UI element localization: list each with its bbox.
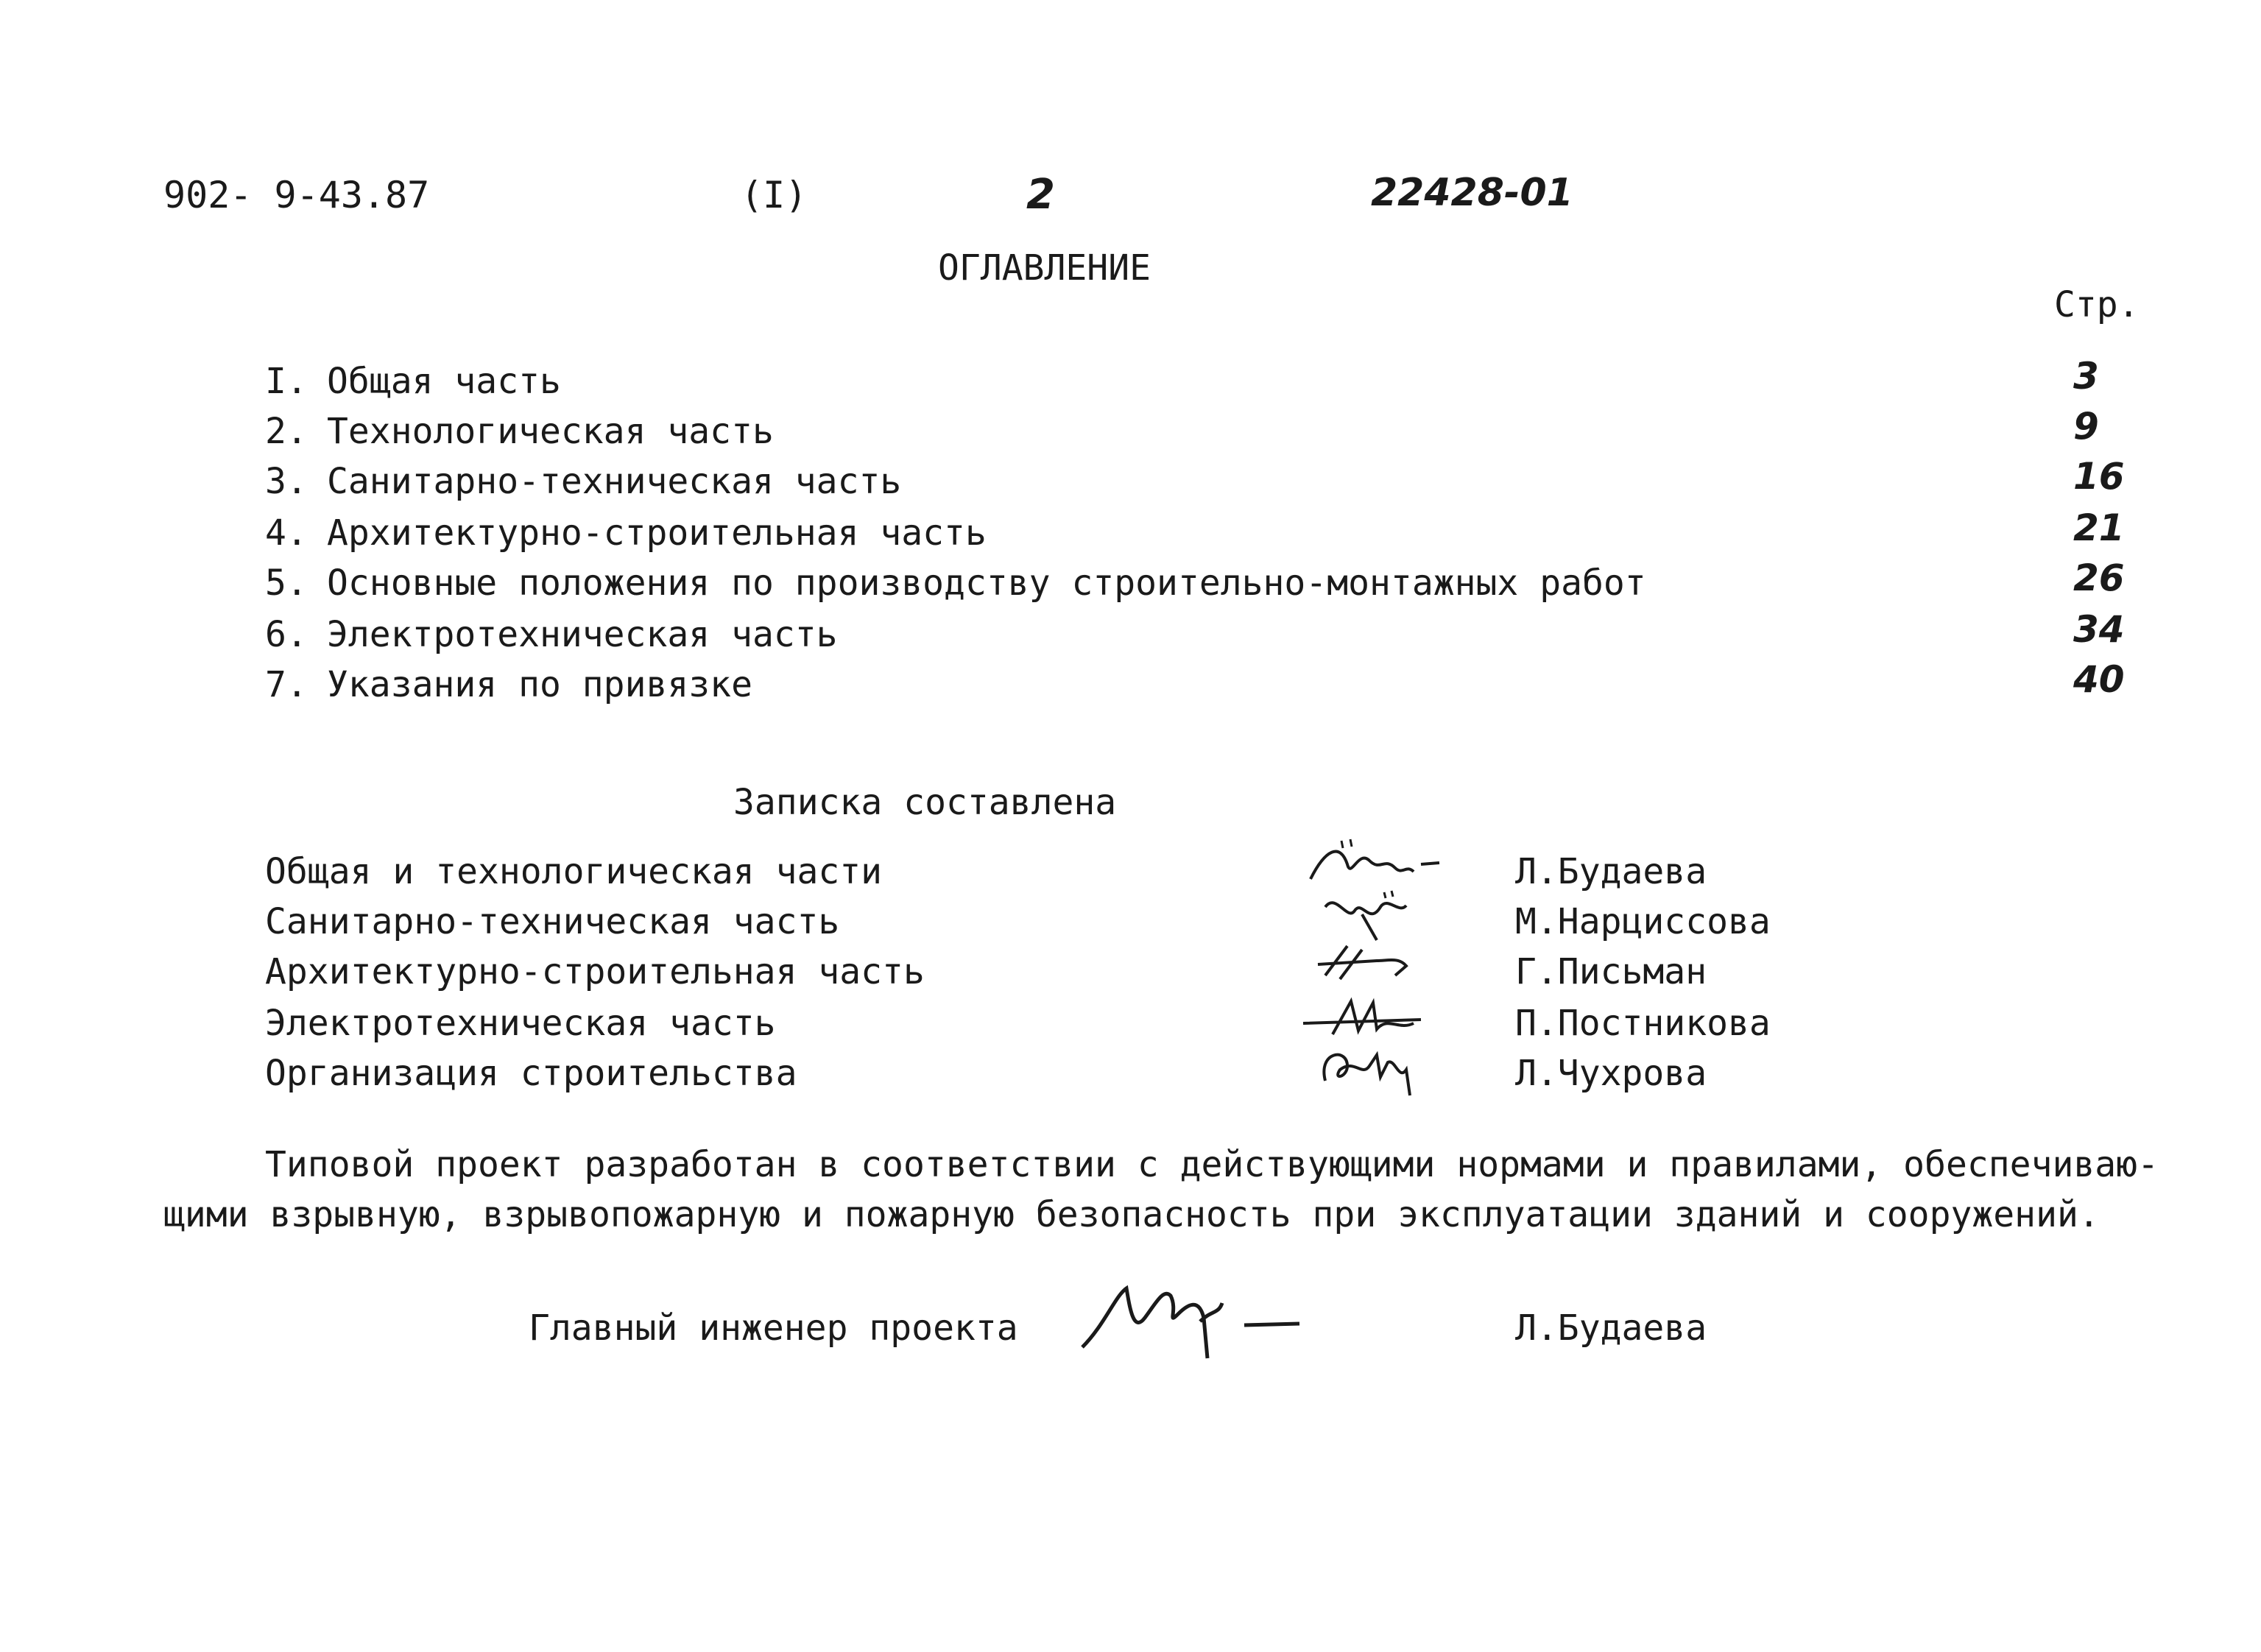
page-column-header: Стр. [2054,284,2140,325]
toc-number: 6. [265,614,308,655]
author-part: Организация строительства [265,1053,797,1094]
author-part: Санитарно-техническая часть [265,901,840,942]
toc-row [265,506,2135,557]
author-row [265,951,1811,998]
toc-page: 3 [2073,355,2099,398]
toc-row [265,557,2135,607]
author-name: Л.Будаева [1515,851,1707,892]
sheet-label: (I) [741,174,808,216]
inventory-number: 22428-01 [1371,171,1573,215]
toc-number: 7. [265,664,308,705]
toc-number: 5. [265,562,308,604]
signature-icon [1296,1037,1443,1103]
toc-page: 40 [2073,658,2125,701]
author-name: Г.Письман [1515,951,1707,992]
toc-title: Общая часть [327,361,561,402]
page-title: ОГЛАВЛЕНИЕ [938,247,1151,289]
author-row [265,1053,1811,1100]
toc-row [265,608,2135,658]
statement-line: щими взрывную, взрывопожарную и пожарную безопасность при эксплуатации зданий и сооружений. [163,1194,2100,1235]
author-name: М.Нарциссова [1515,901,1771,942]
author-row [265,1003,1811,1050]
toc-number: 3. [265,461,308,502]
toc-page: 16 [2073,455,2125,498]
author-name: Л.Чухрова [1515,1053,1707,1094]
chief-engineer-name: Л.Будаева [1515,1307,1707,1349]
chief-engineer-label: Главный инженер проекта [529,1307,1018,1349]
authors-heading: Записка составлена [733,782,1117,823]
toc-title: Электротехническая часть [327,614,838,655]
toc-page: 21 [2073,506,2125,549]
toc-title: Архитектурно-строительная часть [327,512,987,554]
toc-row [265,405,2135,455]
author-part: Архитектурно-строительная часть [265,951,925,992]
statement-line: Типовой проект разработан в соответствии с действующими нормами и правилами, обеспечиваю- [265,1144,2159,1185]
toc-row [265,355,2135,405]
toc-page: 26 [2073,557,2125,599]
author-row [265,901,1811,948]
toc-number: 4. [265,512,308,554]
toc-title: Указания по привязке [327,664,752,705]
toc-row [265,455,2135,505]
document-code: 902- 9-43.87 [163,174,430,216]
author-row [265,851,1811,898]
toc-number: I. [265,361,308,402]
author-part: Общая и технологическая части [265,851,883,892]
toc-page: 9 [2073,405,2099,448]
author-name: П.Постникова [1515,1003,1771,1044]
signature-icon [1075,1274,1311,1369]
toc-title: Санитарно-техническая часть [327,461,902,502]
toc-number: 2. [265,411,308,452]
toc-row [265,658,2135,708]
toc-title: Основные положения по производству строительно-монтажных работ [327,562,1646,604]
author-part: Электротехническая часть [265,1003,776,1044]
page-number: 2 [1026,171,1055,219]
toc-title: Технологическая часть [327,411,774,452]
toc-page: 34 [2073,608,2125,651]
